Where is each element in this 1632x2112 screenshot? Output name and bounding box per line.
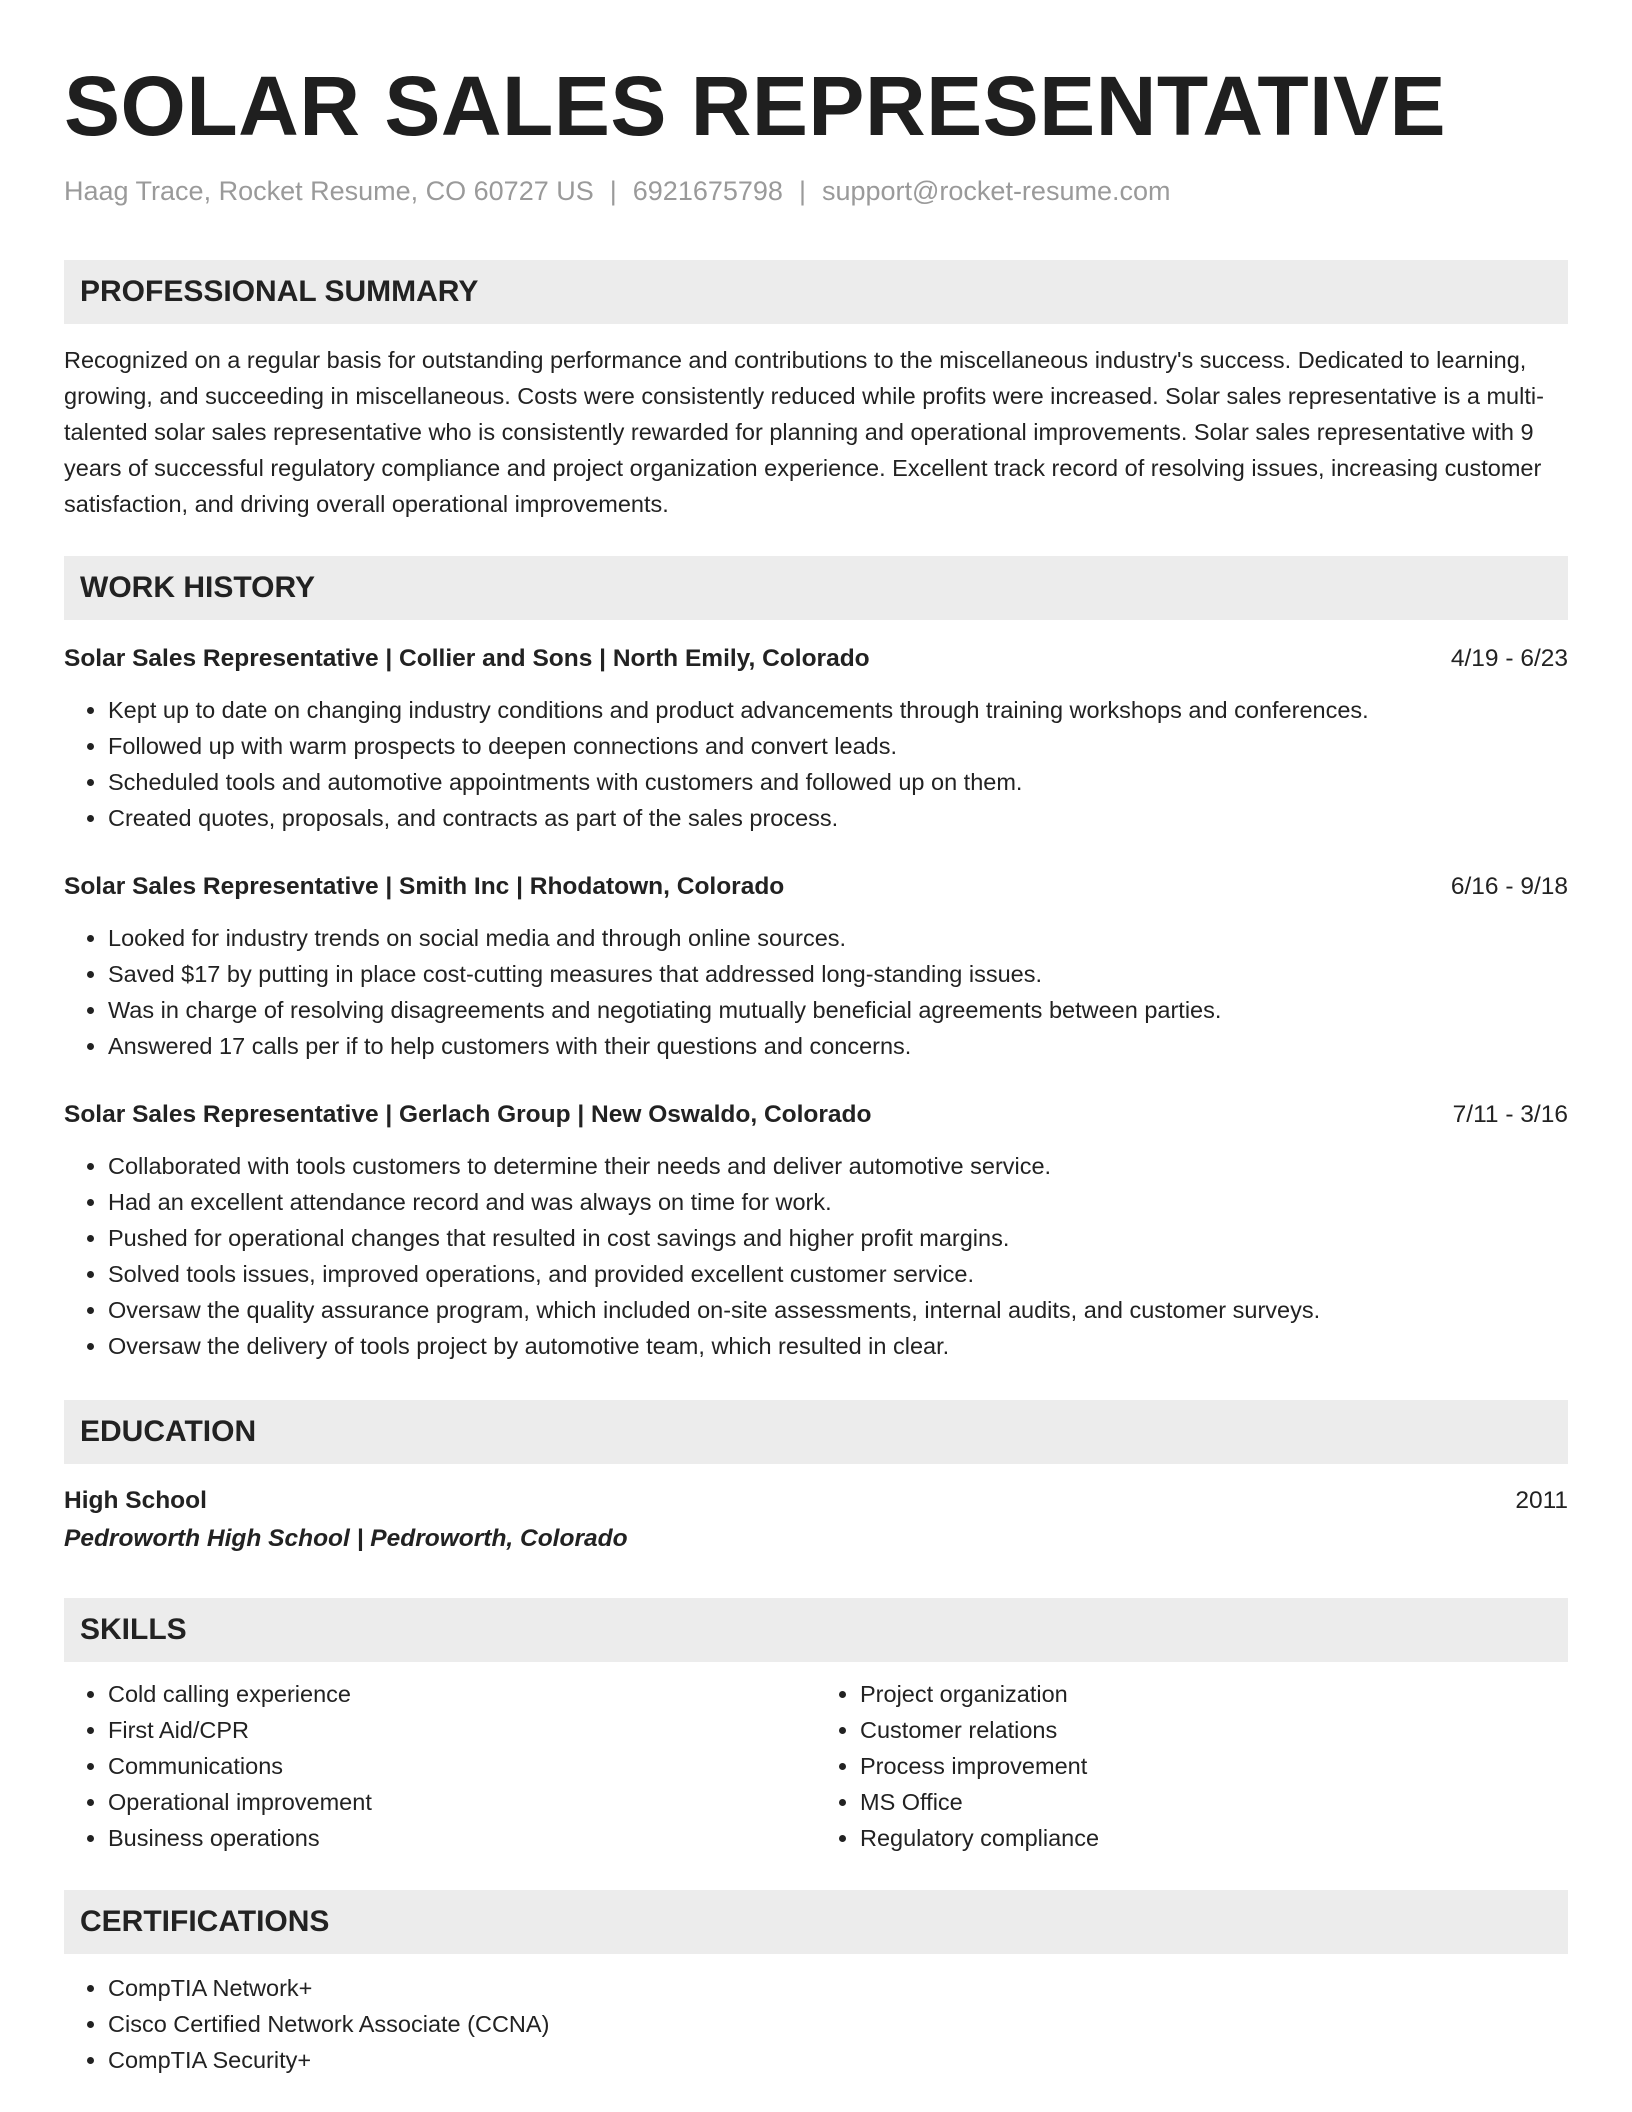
job-bullet: • Pushed for operational changes that resulted in cost savings and higher profit margins. [108,1220,1568,1256]
contact-line [64,174,1568,208]
certification-item: • CompTIA Security+ [108,2042,1568,2078]
education-school: Pedroworth High School | Pedroworth, Colorado [64,1525,628,1552]
job-bullet: • Was in charge of resolving disagreements and negotiating mutually beneficial agreements between parties. [108,992,1568,1028]
certification-item: • CompTIA Network+ [108,1970,1568,2006]
job-bullet: • Scheduled tools and automotive appointments with customers and followed up on them. [108,764,1568,800]
job-title: Solar Sales Representative | Gerlach Group | New Oswaldo, Colorado [64,1101,872,1128]
education-degree: High School [64,1487,207,1514]
job-title: Solar Sales Representative | Smith Inc | Rhodatown, Colorado [64,873,785,900]
skill-item: • MS Office [860,1784,1568,1820]
skill-item: • Project organization [860,1676,1568,1712]
skill-item: • Communications [108,1748,816,1784]
section-heading-certifications: CERTIFICATIONS [64,1890,1568,1954]
job-bullet: • Answered 17 calls per if to help customers with their questions and concerns. [108,1028,1568,1064]
contact-separator: | [798,176,806,206]
job-bullets [64,692,1568,836]
job-header [64,642,1568,676]
skills-column-left [64,1676,816,1856]
job-bullet: • Followed up with warm prospects to deepen connections and convert leads. [108,728,1568,764]
education-header [64,1482,1568,1520]
section-heading-work: WORK HISTORY [64,556,1568,620]
skills-grid [64,1676,1568,1856]
certification-list [64,1970,1568,2078]
section-heading-summary: PROFESSIONAL SUMMARY [64,260,1568,324]
job-header [64,870,1568,904]
skill-item: • Process improvement [860,1748,1568,1784]
job-bullet: • Saved $17 by putting in place cost-cutting measures that addressed long-standing issues. [108,956,1568,992]
skill-item: • Cold calling experience [108,1676,816,1712]
skills-column-right [816,1676,1568,1856]
job-bullets [64,920,1568,1064]
skill-item: • Business operations [108,1820,816,1856]
job-entry [64,870,1568,1064]
contact-email: support@rocket-resume.com [821,176,1171,206]
job-bullet: • Looked for industry trends on social media and through online sources. [108,920,1568,956]
job-dates: 6/16 - 9/18 [1450,873,1568,900]
skill-item: • Customer relations [860,1712,1568,1748]
summary-text: Recognized on a regular basis for outstanding performance and contributions to the miscellaneous industry's success. Dedicated to learning, growing, and succeeding in miscellaneous. Costs were consistently reduced while profits were increased. Solar sales representative is a multi-talented solar sales representative who is consistently rewarded for planning and operational improvements. Solar sales representative with 9 years of successful regulatory compliance and project organization experience. Excellent track record of resolving issues, increasing customer satisfaction, and driving overall operational improvements. [64,347,1544,517]
job-dates: 7/11 - 3/16 [1452,1101,1568,1128]
job-entry [64,1098,1568,1364]
job-bullet: • Oversaw the quality assurance program, which included on-site assessments, internal audits, and customer surveys. [108,1292,1568,1328]
job-title: Solar Sales Representative | Collier and Sons | North Emily, Colorado [64,645,870,672]
skill-item: • First Aid/CPR [108,1712,816,1748]
section-heading-skills: SKILLS [64,1598,1568,1662]
contact-phone: 6921675798 [632,176,783,206]
job-bullet: • Collaborated with tools customers to determine their needs and deliver automotive service. [108,1148,1568,1184]
job-bullet: • Solved tools issues, improved operations, and provided excellent customer service. [108,1256,1568,1292]
contact-separator: | [609,176,617,206]
section-heading-education: EDUCATION [64,1400,1568,1464]
education-entry [64,1482,1568,1558]
job-bullets [64,1148,1568,1364]
job-bullet: • Kept up to date on changing industry conditions and product advancements through training workshops and conferences. [108,692,1568,728]
certification-item: • Cisco Certified Network Associate (CCNA) [108,2006,1568,2042]
education-year: 2011 [1515,1487,1568,1514]
job-bullet: • Oversaw the delivery of tools project by automotive team, which resulted in clear. [108,1328,1568,1364]
contact-address: Haag Trace, Rocket Resume, CO 60727 US [64,176,594,206]
skill-item: • Regulatory compliance [860,1820,1568,1856]
resume-name: SOLAR SALES REPRESENTATIVE [64,59,1447,153]
job-bullet: • Created quotes, proposals, and contracts as part of the sales process. [108,800,1568,836]
job-dates: 4/19 - 6/23 [1450,645,1568,672]
job-entry [64,642,1568,836]
job-bullet: • Had an excellent attendance record and was always on time for work. [108,1184,1568,1220]
job-header [64,1098,1568,1132]
skill-item: • Operational improvement [108,1784,816,1820]
